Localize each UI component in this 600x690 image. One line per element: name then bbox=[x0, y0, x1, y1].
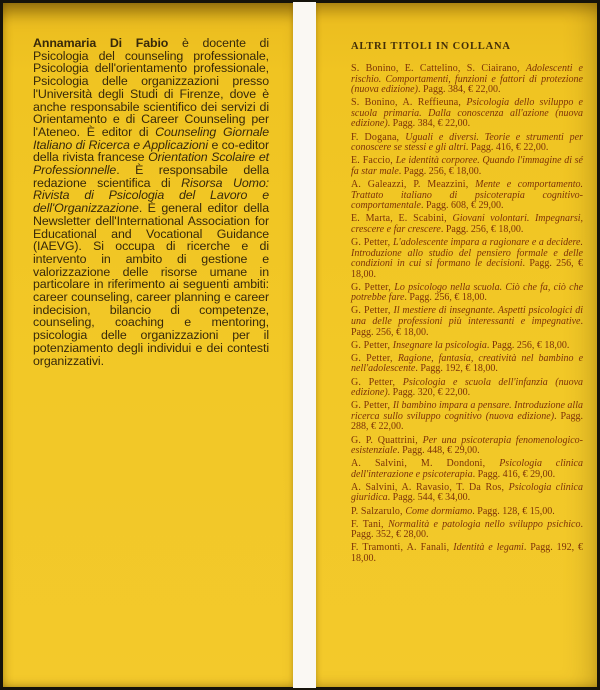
book-item bbox=[351, 341, 583, 352]
book-details: . Pagg. 384, € 22,00. bbox=[417, 84, 501, 96]
book-list bbox=[316, 52, 597, 565]
bio-segment: è docente di Psicologia del counseling professionale, Psicologia dell'orientamento professionale, Psicologia delle organizzazioni presso l'Università degli Studi di Firenze, dove è anche responsabile scientifico dei servizi di Orientamento e di Career Counseling per l'Ateneo. È editor di bbox=[33, 36, 270, 139]
book-item bbox=[351, 214, 583, 235]
book-title: Il bambino impara a pensare. Introduzione alla ricerca sullo sviluppo cognitivo (nuova edizione) bbox=[351, 400, 583, 422]
book-title: Il mestiere di insegnante. Aspetti psicologici di una delle professioni più interessanti e impegnative bbox=[351, 305, 583, 328]
book-details: . Pagg. 256, € 18,00. bbox=[440, 223, 524, 235]
book-details: . Pagg. 128, € 15,00. bbox=[472, 505, 555, 517]
book-authors: A. Galeazzi, P. Meazzini, bbox=[351, 178, 476, 190]
book-item bbox=[351, 283, 583, 304]
book-details: . Pagg. 384, € 22,00. bbox=[387, 118, 471, 130]
bio-segment: e co-editor della rivista francese bbox=[33, 137, 269, 165]
book-title: Mente e comportamento. Trattato italiano di psicoterapia cognitivo-comportamentale bbox=[351, 178, 583, 212]
series-list-header: ALTRI TITOLI IN COLLANA bbox=[351, 41, 511, 52]
book-authors: F. Tani, bbox=[351, 518, 389, 530]
flap-gap-divider bbox=[293, 2, 316, 688]
book-title: Ragione, fantasia, creatività nel bambino e nell'adolescente bbox=[351, 352, 584, 375]
book-title: Identità e legami bbox=[453, 542, 524, 554]
book-details: . Pagg. 256, € 18,00. bbox=[351, 316, 583, 338]
book-item bbox=[351, 98, 583, 130]
book-item bbox=[351, 64, 583, 96]
book-authors: E. Marta, E. Scabini, bbox=[351, 213, 453, 225]
book-authors: F. Tramonti, A. Fanali, bbox=[351, 542, 454, 554]
book-details: . Pagg. 192, € 18,00. bbox=[351, 542, 583, 564]
bio-segment: Risorsa Uomo: Rivista di Psicologia del Lavoro e dell'Organizzazione bbox=[33, 175, 269, 216]
book-authors: P. Salzarulo, bbox=[351, 505, 406, 517]
book-title: Normalità e patologia nello sviluppo psichico bbox=[388, 518, 581, 530]
bio-segment: . È general editor della Newsletter dell'International Association for Educational and Vocational Guidance (IAEVG). Si occupa di ricerche e di intervento in ambito di gestione e valorizzazione delle risorse umane in particolare in riferimento ai seguenti ambiti: career counseling, career planning e career indecision, bilancio di competenze, counseling, coaching e mentoring, psicologia delle organizzazioni per il potenziamento degli individui e dei contesti organizzativi. bbox=[33, 201, 269, 368]
book-title: Psicologia dello sviluppo e scuola primaria. Dalla conoscenza all'azione (nuova edizione) bbox=[351, 97, 583, 130]
book-authors: G. Petter, bbox=[351, 305, 394, 317]
book-details: . Pagg. 416, € 22,00. bbox=[465, 142, 549, 154]
book-authors: G. Petter, bbox=[351, 400, 393, 412]
book-item bbox=[351, 180, 583, 212]
book-details: . Pagg. 256, € 18,00. bbox=[351, 258, 583, 280]
book-details: . Pagg. 256, € 18,00. bbox=[486, 339, 570, 351]
book-item bbox=[351, 459, 583, 480]
book-item bbox=[351, 520, 583, 541]
book-item bbox=[351, 238, 583, 280]
book-title: Insegnare la psicologia bbox=[392, 339, 487, 351]
book-authors: E. Faccio, bbox=[351, 155, 396, 167]
right-flap-panel bbox=[316, 3, 597, 687]
book-title: Psicologia clinica giuridica bbox=[351, 481, 583, 504]
book-title: Uguali e diversi. Teorie e strumenti per conoscere se stessi e gli altri bbox=[351, 131, 583, 154]
book-title: Giovani volontari. Impegnarsi, crescere e far crescere bbox=[351, 213, 584, 235]
book-details: . Pagg. 352, € 28,00. bbox=[351, 518, 583, 541]
book-item bbox=[351, 378, 583, 399]
book-details: . Pagg. 608, € 29,00. bbox=[421, 200, 504, 212]
book-title: Lo psicologo nella scuola. Ciò che fa, ciò che potrebbe fare bbox=[351, 281, 584, 304]
bio-segment: Counseling Giornale Italiano di Ricerca e Applicazioni bbox=[33, 124, 269, 152]
book-authors: S. Bonino, E. Cattelino, S. Ciairano, bbox=[351, 63, 526, 74]
book-item bbox=[351, 306, 583, 338]
book-authors: S. Bonino, A. Reffieuna, bbox=[351, 97, 467, 109]
book-item bbox=[351, 401, 583, 433]
book-title: Psicologia e scuola dell'infanzia (nuova edizione) bbox=[351, 376, 584, 399]
author-bio-text bbox=[3, 3, 293, 367]
book-item bbox=[351, 133, 583, 154]
bio-segment: Orientation Scolaire et Professionnelle bbox=[33, 150, 269, 178]
book-title: L'adolescente impara a ragionare e a decidere. Introduzione allo studio del pensiero formale e delle condizioni in cui si formano le decisioni bbox=[351, 236, 583, 270]
book-item bbox=[351, 354, 583, 375]
book-authors: A. Salvini, A. Ravasio, T. Da Ros, bbox=[351, 481, 509, 493]
book-item bbox=[351, 483, 583, 504]
book-authors: G. Petter, bbox=[351, 376, 403, 388]
book-title: Psicologia clinica dell'interazione e psicoterapia bbox=[351, 458, 583, 480]
book-title: Come dormiamo bbox=[405, 505, 473, 517]
book-details: . Pagg. 192, € 18,00. bbox=[415, 363, 498, 375]
book-item bbox=[351, 543, 583, 564]
book-title: Le identità corporee. Quando l'immagine di sé fa star male bbox=[351, 155, 583, 177]
book-details: . Pagg. 256, € 18,00. bbox=[404, 292, 487, 304]
book-authors: G. Petter, bbox=[351, 236, 393, 248]
book-details: . Pagg. 448, € 29,00. bbox=[397, 445, 480, 457]
book-details: . Pagg. 320, € 22,00. bbox=[387, 387, 471, 399]
book-title: Adolescenti e rischio. Comportamenti, funzioni e fattori di protezione (nuova edizione) bbox=[351, 63, 583, 96]
book-authors: F. Dogana, bbox=[351, 131, 406, 143]
book-authors: G. P. Quattrini, bbox=[351, 434, 423, 446]
book-authors: G. Petter, bbox=[351, 281, 395, 293]
left-flap-panel bbox=[3, 3, 293, 687]
book-details: . Pagg. 416, € 29,00. bbox=[472, 468, 556, 480]
book-item bbox=[351, 156, 583, 177]
book-item bbox=[351, 507, 583, 518]
book-details: . Pagg. 544, € 34,00. bbox=[387, 492, 471, 504]
book-authors: G. Petter, bbox=[351, 339, 393, 351]
bio-segment: . È responsabile della redazione scientifica di bbox=[33, 163, 269, 190]
book-details: . Pagg. 288, € 22,00. bbox=[351, 410, 583, 433]
book-details: . Pagg. 256, € 18,00. bbox=[398, 165, 482, 177]
book-item bbox=[351, 436, 583, 457]
bio-segment: Annamaria Di Fabio bbox=[33, 36, 169, 50]
book-title: Per una psicoterapia fenomenologico-esistenziale bbox=[351, 434, 583, 457]
book-authors: A. Salvini, M. Dondoni, bbox=[351, 458, 500, 470]
book-authors: G. Petter, bbox=[351, 352, 398, 364]
